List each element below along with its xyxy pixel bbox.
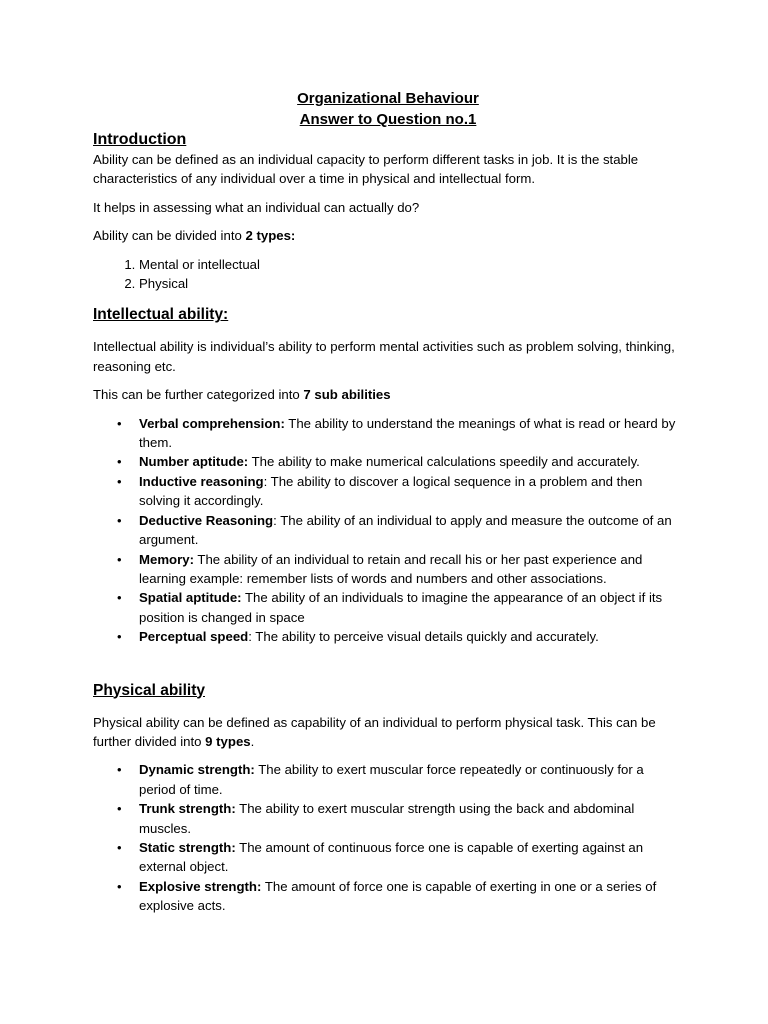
ability-term: Spatial aptitude: [139, 590, 242, 606]
physical-types-count: 9 types [205, 733, 251, 749]
bullet-icon: • [117, 590, 122, 606]
ability-types-prefix: Ability can be divided into [93, 228, 246, 244]
ability-description: The ability to exert muscular strength using the back and abdominal muscles. [139, 801, 635, 836]
ability-description: The ability of an individuals to imagine the appearance of an object if its position is changed in space [139, 590, 663, 625]
ability-description: The ability to make numerical calculations speedily and accurately. [248, 454, 640, 470]
physical-ability-paragraph [93, 713, 683, 752]
list-item: 2. Physical [139, 274, 683, 293]
ability-term: Memory: [139, 551, 194, 567]
list-item: 1. Mental or intellectual [139, 255, 683, 274]
list-item [93, 760, 683, 799]
intellectual-ability-paragraph: Intellectual ability is individual’s ability to perform mental activities such as problem solving, thinking, reasoning etc. [93, 339, 675, 374]
sub-abilities-line [93, 385, 683, 404]
list-item [93, 472, 683, 511]
bullet-icon: • [117, 512, 122, 528]
list-item [93, 877, 683, 916]
introduction-paragraph: Ability can be defined as an individual capacity to perform different tasks in job. It is the stable characteristics of any individual over a time in physical and intellectual form. [93, 152, 639, 187]
sub-abilities-prefix: This can be further categorized into [93, 387, 304, 403]
list-item [93, 452, 683, 471]
ability-term: Trunk strength: [139, 801, 236, 817]
list-item [93, 627, 683, 646]
ability-description: The ability to exert muscular force repeatedly or continuously for a period of time. [139, 762, 644, 797]
bullet-icon: • [117, 629, 122, 645]
ability-term: Deductive Reasoning [139, 512, 274, 528]
introduction-question: It helps in assessing what an individual can actually do? [93, 199, 420, 215]
ability-description: : The ability of an individual to apply and measure the outcome of an argument. [139, 512, 672, 548]
bullet-icon: • [117, 473, 122, 489]
ability-term: Perceptual speed [139, 629, 249, 645]
bullet-icon: • [117, 415, 122, 431]
intellectual-ability-heading: Intellectual ability: [93, 306, 229, 324]
ability-types-line [93, 226, 683, 245]
list-item [93, 799, 683, 838]
list-item [93, 838, 683, 877]
ability-term: Dynamic strength: [139, 762, 255, 778]
ability-description: The ability to understand the meanings of what is read or heard by them. [139, 415, 676, 451]
physical-paragraph-suffix: . [250, 733, 255, 749]
intellectual-abilities-list [93, 414, 683, 647]
bullet-icon: • [117, 839, 122, 855]
ability-description: : The ability to perceive visual details quickly and accurately. [248, 629, 599, 645]
document-page [93, 88, 683, 916]
ability-description: The amount of force one is capable of exerting in one or a series of explosive acts. [139, 878, 657, 914]
ability-term: Explosive strength: [139, 878, 262, 894]
document-subtitle: Answer to Question no.1 [299, 111, 477, 128]
bullet-icon: • [117, 454, 122, 470]
list-item [93, 511, 683, 550]
introduction-heading: Introduction [93, 131, 187, 148]
ability-description: The ability of an individual to retain and recall his or her past experience and learning example: remember lists of words and numbers and other associations. [139, 551, 643, 586]
ability-term: Verbal comprehension: [139, 415, 285, 431]
sub-abilities-count: 7 sub abilities [303, 387, 391, 403]
bullet-icon: • [117, 878, 122, 894]
ability-term: Number aptitude: [139, 454, 249, 470]
list-item [93, 588, 683, 627]
bullet-icon: • [117, 801, 122, 817]
bullet-icon: • [117, 762, 122, 778]
document-title: Organizational Behaviour [297, 90, 479, 107]
list-item [93, 414, 683, 453]
ability-description: : The ability to discover a logical sequence in a problem and then solving it accordingly. [139, 473, 643, 509]
ability-description: The amount of continuous force one is capable of exerting against an external object. [139, 839, 644, 875]
physical-paragraph-prefix: Physical ability can be defined as capability of an individual to perform physical task. This can be further divided into [93, 714, 656, 749]
bullet-icon: • [117, 551, 122, 567]
physical-abilities-list [93, 760, 683, 915]
ability-term: Inductive reasoning [139, 473, 264, 489]
list-item [93, 550, 683, 589]
ability-types-count: 2 types: [245, 228, 296, 244]
ability-types-list [93, 255, 683, 294]
physical-ability-heading: Physical ability [93, 681, 205, 699]
ability-term: Static strength: [139, 839, 236, 855]
